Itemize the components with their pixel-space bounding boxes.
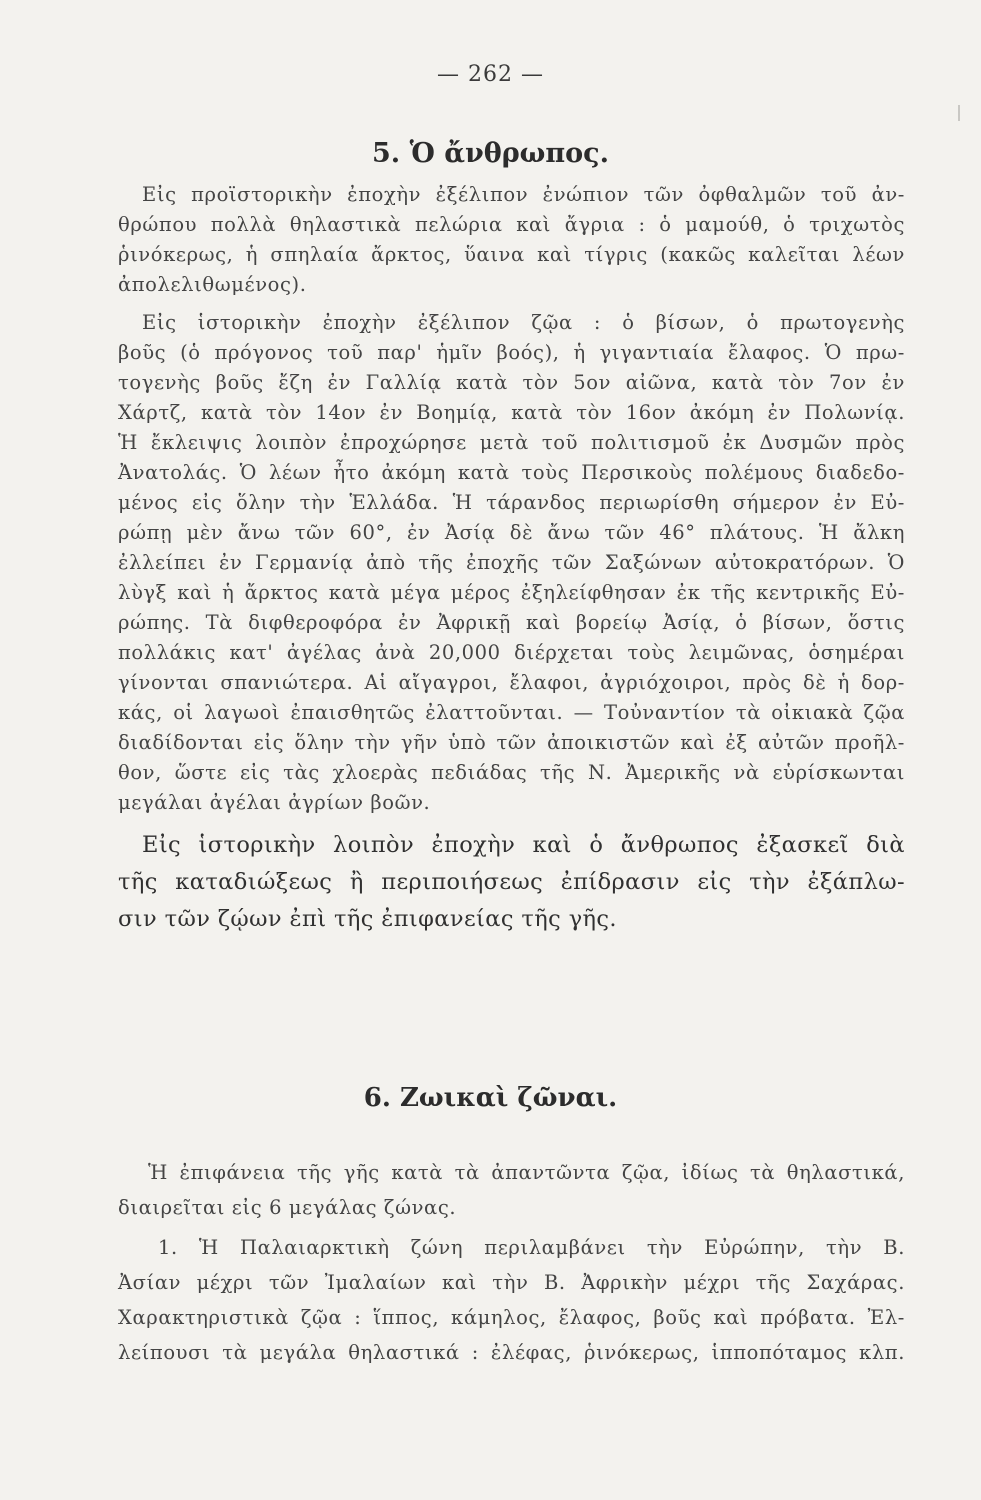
text-line: Ἡ ἔκλειψις λοιπὸν ἐπροχώρησε μετὰ τοῦ πολιτισμοῦ ἐκ Δυσμῶν πρὸς [118, 431, 905, 454]
summary-line: σιν τῶν ζῴων ἐπὶ τῆς ἐπιφανείας τῆς γῆς. [118, 906, 617, 932]
paper-mark [958, 105, 960, 121]
text-line: Ἡ ἐπιφάνεια τῆς γῆς κατὰ τὰ ἀπαντῶντα ζῷα, ἰδίως τὰ θηλαστικά, [148, 1161, 905, 1184]
text-line: μένος εἰς ὅλην τὴν Ἑλλάδα. Ἡ τάρανδος περιωρίσθη σήμερον ἐν Εὐ- [118, 491, 905, 514]
text-line: 1. Ἡ Παλαιαρκτικὴ ζώνη περιλαμβάνει τὴν Εὐρώπην, τὴν Β. [158, 1236, 905, 1259]
text-line: μεγάλαι ἀγέλαι ἀγρίων βοῶν. [118, 791, 431, 814]
text-line: διαιρεῖται εἰς 6 μεγάλας ζώνας. [118, 1196, 457, 1219]
text-line: τογενὴς βοῦς ἔζη ἐν Γαλλίᾳ κατὰ τὸν 5ον αἰῶνα, κατὰ τὸν 7ον ἐν [118, 371, 905, 394]
text-line: ῥινόκερως, ἡ σπηλαία ἄρκτος, ὕαινα καὶ τίγρις (κακῶς καλεῖται λέων [118, 243, 905, 266]
text-line: Ἀσίαν μέχρι τῶν Ἰμαλαίων καὶ τὴν Β. Ἀφρικὴν μέχρι τῆς Σαχάρας. [118, 1271, 905, 1294]
text-line: βοῦς (ὁ πρόγονος τοῦ παρ' ἡμῖν βοός), ἡ γιγαντιαία ἔλαφος. Ὁ πρω- [118, 341, 905, 364]
text-line: Χαρακτηριστικὰ ζῷα : ἵππος, κάμηλος, ἔλαφος, βοῦς καὶ πρόβατα. Ἐλ- [118, 1306, 905, 1329]
text-line: κάς, οἱ λαγωοὶ ἐπαισθητῶς ἐλαττοῦνται. — Τοὐναντίον τὰ οἰκιακὰ ζῷα [118, 701, 905, 724]
text-line: γίνονται σπανιώτερα. Αἱ αἴγαγροι, ἔλαφοι, ἀγριόχοιροι, πρὸς δὲ ἡ δορ- [118, 671, 905, 694]
text-line: λὺγξ καὶ ἡ ἄρκτος κατὰ μέγα μέρος ἐξηλείφθησαν ἐκ τῆς κεντρικῆς Εὐ- [118, 581, 905, 604]
summary-line: τῆς καταδιώξεως ἢ περιποιήσεως ἐπίδρασιν εἰς τὴν ἐξάπλω- [118, 869, 905, 895]
text-line: Εἰς ἱστορικὴν ἐποχὴν ἐξέλιπον ζῷα : ὁ βίσων, ὁ πρωτογενὴς [142, 311, 905, 334]
text-line: ἐλλείπει ἐν Γερμανίᾳ ἀπὸ τῆς ἐποχῆς τῶν Σαξώνων αὐτοκρατόρων. Ὁ [118, 551, 905, 574]
text-line: ἀπολελιθωμένος). [118, 273, 307, 296]
text-line: ρώπῃ μὲν ἄνω τῶν 60°, ἐν Ἀσίᾳ δὲ ἄνω τῶν 46° πλάτους. Ἡ ἄλκη [118, 521, 905, 544]
text-line: θον, ὥστε εἰς τὰς χλοερὰς πεδιάδας τῆς Ν. Ἀμερικῆς νὰ εὑρίσκωνται [118, 761, 905, 784]
section-5-heading: 5. Ὁ ἄνθρωπος. [371, 138, 609, 169]
text-line: Χάρτζ, κατὰ τὸν 14ον ἐν Βοημίᾳ, κατὰ τὸν 16ον ἀκόμη ἐν Πολωνίᾳ. [118, 401, 905, 424]
page-number: — 262 — [437, 62, 544, 87]
text-line: πολλάκις κατ' ἀγέλας ἀνὰ 20,000 διέρχεται τοὺς λειμῶνας, ὁσημέραι [118, 641, 905, 664]
text-line: θρώπου πολλὰ θηλαστικὰ πελώρια καὶ ἄγρια : ὁ μαμούθ, ὁ τριχωτὸς [118, 213, 905, 236]
summary-line: Εἰς ἱστορικὴν λοιπὸν ἐποχὴν καὶ ὁ ἄνθρωπος ἐξασκεῖ διὰ [142, 832, 905, 858]
section-6-heading: 6. Ζωικαὶ ζῶναι. [363, 1083, 618, 1113]
text-line: διαδίδονται εἰς ὅλην τὴν γῆν ὑπὸ τῶν ἀποικιστῶν καὶ ἐξ αὐτῶν προῆλ- [118, 731, 905, 754]
text-line: Ἀνατολάς. Ὁ λέων ἦτο ἀκόμη κατὰ τοὺς Περσικοὺς πολέμους διαδεδο- [118, 461, 905, 484]
text-line: ρώπης. Τὰ διφθεροφόρα ἐν Ἀφρικῇ καὶ βορείῳ Ἀσίᾳ, ὁ βίσων, ὅστις [118, 611, 905, 634]
text-line: Εἰς προϊστορικὴν ἐποχὴν ἐξέλιπον ἐνώπιον τῶν ὀφθαλμῶν τοῦ ἀν- [142, 183, 905, 206]
text-line: λείπουσι τὰ μεγάλα θηλαστικά : ἐλέφας, ῥινόκερως, ἱπποπόταμος κλπ. [118, 1341, 905, 1364]
